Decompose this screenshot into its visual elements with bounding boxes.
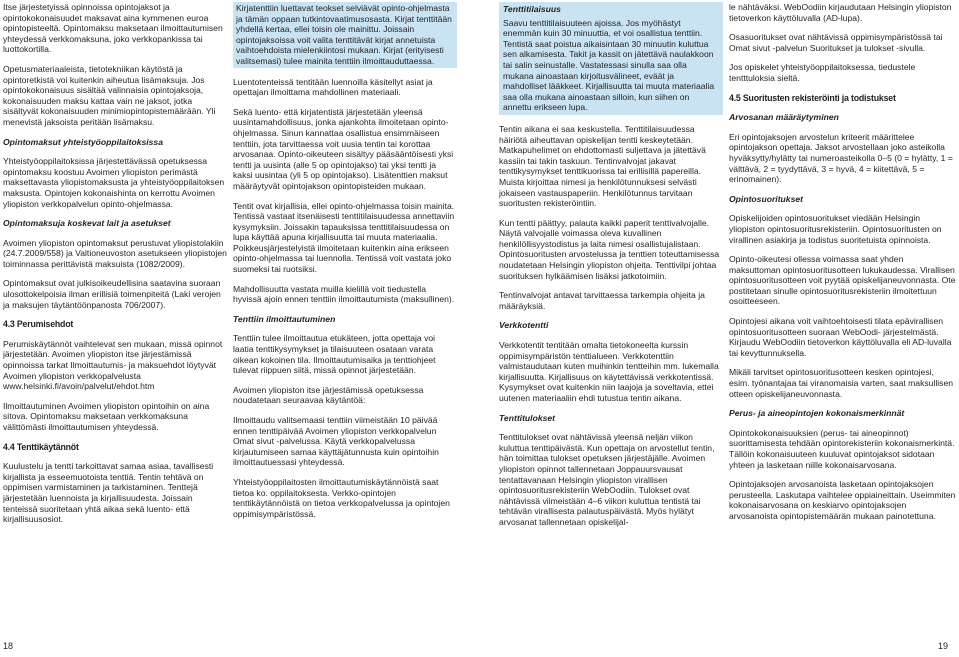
paragraph: Saavu tenttitilaisuuteen ajoissa. Jos myöhästyt enemmän kuin 30 minuuttia, et voi osallistua tenttiin. Tentistä saat poistua aikaisintaan 30 minuutin kuluttua sen alkamisesta. Takit ja kassit on jätettävä naulakkoon tai salin seinustalle. Vastatessasi sinulla saa olla mukana ainoastaan kirjoitusvälineet, eväät ja mahdolliset lääkkeet. Kirjallisuutta tai muuta materiaalia saa olla mukana ainoastaan silloin, kun siihen on annettu erikseen lupa.	[503, 17, 715, 113]
paragraph: Opintomaksut ovat julkisoikeudellisina saatavina suoraan ulosottokelpoisia ilman erillisiä toimenpiteitä (Laki verojen ja maksujen täytäntöönpanosta 706/2007).	[3, 278, 221, 310]
paragraph: Yhteistyöoppilaitoksissa järjestettävässä opetuksessa opintomaksu koostuu Avoimen yliopiston perimästä maksettavasta yliopistomaksusta ja yhteistyöoppilaitoksen maksusta. Opintojen kokonaishinta on kerrottu Avoimen yliopiston verkkopalvelun opinto-ohjelmassa.	[3, 156, 225, 209]
paragraph: Tentinvalvojat antavat tarvittaessa tarkempia ohjeita ja määräyksiä.	[499, 290, 705, 311]
paragraph: Eri opintojaksojen arvostelun kriteerit määrittelee opintojakson opettaja. Jaksot arvostellaan joko asteikolla hyväksytty/hylätty tai numeroasteikolla 0–5 (0 = hylätty, 1 = välttävä, 2 = tyydyttävä, 3 = hyvä, 4 = kiitettävä, 5 = erinomainen).	[729, 131, 953, 185]
paragraph: Perumiskäytännöt vaihtelevat sen mukaan, missä opinnot järjestetään. Avoimen yliopiston itse järjestämissä opinnoissa tarkat Ilmoittautumis- ja maksuehdot löytyvät Avoimen yliopiston verkkopalvelusta www.helsinki.fi/avoin/palvelut/ehdot.htm	[3, 338, 223, 392]
column-4	[729, 2, 956, 531]
subheading: Verkkotentti	[499, 320, 549, 331]
highlight-box: Kirjatenttiin luettavat teokset selviävät opinto-ohjelmasta ja tämän oppaan tutkintovaatimusosasta. Kirjat tenttitään yhdellä kertaa, ellei toisin ole mainittu. Joissain opintojaksoissa voit valita tenttitävät kirjat annetuista vaihtoehdoista mielenkiintosi mukaan. Kirjat (erityisesti valitsemasi) tulee mainita tenttiin ilmoittauduttaessa.	[233, 2, 457, 68]
subheading: Tenttitulokset	[499, 412, 556, 423]
column-2	[233, 2, 457, 528]
paragraph: Opintojaksojen arvosanoista lasketaan opintojaksojen perusteella. Laskutapa vaihtelee oppiaineittain. Useimmiten kokonaisarvosana on keskiarvo opintojaksojen arvosanoista opintopistemäärän mukaan painotettuna.	[729, 479, 956, 521]
paragraph: Tenttiin tulee ilmoittautua etukäteen, jotta opettaja voi laatia tenttikysymykset ja tilaisuuteen osataan varata oikean kokoinen tila. Ilmoittautumisaika ja tenttiohjeet tulevat riippuen siitä, missä opinnot järjestetään.	[233, 333, 436, 376]
paragraph: Verkkotentit tentitään omalta tietokoneelta kurssin oppimisympäristön tenttialueen. Verkkotenttiin valmistaudutaan kuten muihinkin tentteihin mm. lukemalla kirjallisuutta. Kirjallisuus on käytettävissä verkkotentissä. Kysymykset ovat kuitenkin niin laajoja ja soveltavia, ettei uutenen materiaaliin ehdi tutustua tentin aikana.	[499, 340, 719, 403]
page-number-left: 18	[3, 641, 14, 651]
paragraph: Sekä luento- että kirjatentistä järjestetään yleensä uusintamahdollisuus, jonka ajankohta ilmoitetaan opinto-ohjelmassa. Sinun kannattaa osallistua ensimmäiseen tenttiin, jota tarvittaessa voit uusia tentin tai korottaa arvosanaa. Opinto-oikeuteen sisältyy pääsääntöisesti yksi tentti ja uusinta (alle 5 op opintojakso) tai yksi tentti ja kaksi uusintaa (yli 5 op opintojakso). Lisätenttien maksut määräytyvät opintojakson opintopisteiden mukaan.	[233, 106, 454, 191]
subheading: Opintosuoritukset	[729, 193, 804, 204]
subheading: Perus- ja aineopintojen kokonaismerkinnät	[729, 408, 905, 419]
paragraph: le nähtäväksi. WebOodiin kirjaudutaan Helsingin yliopiston tietoverkon käyttöluvalla (AD-lupa).	[729, 2, 952, 23]
paragraph: Itse järjestetyissä opinnoissa opintojaksot ja opintokokonaisuudet maksavat aina kymmenen euroa opintopisteeltä. Opintomaksu maksetaan ilmoittautumisen yhteydessä verkkomaksuna, joko verkkopankissa tai luottokortilla.	[3, 2, 223, 55]
paragraph: Luentotenteissä tentitään luennoilla käsitellyt asiat ja opettajan ilmoittama mahdollinen materiaali.	[233, 76, 433, 98]
column-1	[3, 2, 227, 534]
section-heading: 4.5 Suoritusten rekisteröinti ja todistukset	[729, 92, 896, 103]
paragraph: Ilmoittautuminen Avoimen yliopiston opintoihin on aina sitova. Opintomaksu maksetaan verkkomaksuna välittömästi ilmoittautumisen yhteydessä.	[3, 400, 210, 432]
paragraph: Tenttitulokset ovat nähtävissä yleensä neljän viikon kuluttua tenttipäivästä. Kun opettaja on arvostellut tentin, hän toimittaa tulokset opetuksen järjestäjälle. Avoimen yliopiston opinnot tallennetaan Joppauursvausat tentattavanaan Helsingin yliopiston virallisen opintosuoritusrekisteriin WebOodiin. Tulokset ovat nähtävissä viimeistään 4–6 viikon kuluttua tentistä tai tehtävän virallisesta palautuspäivästä. Myös hylätyt arvosanat tallennetaan opiskelijal-	[499, 432, 715, 527]
page-number-right: 19	[938, 641, 949, 651]
paragraph: Avoimen yliopiston opintomaksut perustuvat yliopistolakiin (24.7.2009/558) ja Valtioneuvoston asetukseen yliopistojen toiminnassa perittävistä maksuista (1082/2009).	[3, 237, 227, 269]
subheading: Arvosanan määräytyminen	[729, 112, 839, 123]
paragraph: Mahdollisuutta vastata muilla kielillä voit tiedustella hyvissä ajoin ennen tenttiin ilmoittautumista (maksullinen).	[233, 283, 455, 305]
paragraph: Ilmoittaudu valitsemaasi tenttiin viimeistään 10 päivää ennen tenttipäivää Avoimen yliopiston verkkopalvelun Omat sivut -palvelussa. Käytä verkkopalvelussa kirjautumiseen samaa käyttäjätunnusta kuin opintoihin ilmoittautuessasi yhteydessä.	[233, 415, 439, 468]
paragraph: Mikäli tarvitset opintosuoritusotteen kesken opintojesi, esim. työnantajaa tai viranomaisia varten, saat maksullisen otteen opiskelijaneuvonnasta.	[729, 367, 954, 399]
section-heading: 4.3 Perumisehdot	[3, 319, 74, 330]
paragraph: Jos opiskelet yhteistyöoppilaitoksessa, tiedustele tentttuloksia sieltä.	[729, 62, 916, 83]
paragraph: Opetusmateriaaleista, tietotekniikan käytöstä ja opintoretkistä voi kuitenkin aiheutua lisämaksuja. Jos opintokokonaisuus sisältää valinnaisia opintojaksoja, kokonaisuuden maksu kattaa vain ne jaksot, jotka sisältyvät kokonaisuuden minimiopintopistemäärään. Yli menevistä jaksoista peritään lisämaksu.	[3, 63, 216, 127]
subheading: Opintomaksuja koskevat lait ja asetukset	[3, 218, 171, 229]
section-heading: 4.4 Tenttikäytännöt	[3, 441, 79, 452]
highlight-box	[499, 2, 723, 115]
paragraph: Tentin aikana ei saa keskustella. Tenttitilaisuudessa häiriötä aiheuttavan opiskelijan tentti keskeytetään. Matkapuhelimet on ehdottomasti suljettava ja jätettävä kassiin tai takin taskuun. Tentinvalvojat jakavat tenttikysymykset tenttikuorissa tai erillisillä papereilla. Muista kirjoittaa nimesi ja henkilötunnuksesi selvästi jokaiseen vastauspaperiin. Henkilötunnus tarvitaan suoritusten rekisteröintiin.	[499, 123, 706, 209]
paragraph: Opinto-oikeutesi ollessa voimassa saat yhden maksuttoman opintosuoritusotteen lukukaudessa. Virallisen opintosuoritusotteen voit pyytää opiskelijaneuvonnasta. Ote postitetaan sinulle opintosuoritusrekisteriin ilmoitettuun osoitteeseen.	[729, 254, 956, 307]
paragraph: Kun tentti päättyy, palauta kaikki paperit tenttivalvojalle. Näytä valvojalle voimassa oleva kuvallinen henkilöllisyystodistus ja laita nimesi osallistujalistaan. Opintosuoritusten arvostelussa ja tenttien toteuttamisessa noudatetaan Helsingin yliopiston ohjeita. Tenttivilpi johtaa suorituksen hylkäämisen lisäksi jatkotoimiin.	[499, 217, 720, 281]
paragraph: Tentit ovat kirjallisia, ellei opinto-ohjelmassa toisin mainita. Tentissä vastaat itsenäisesti tenttitilaisuudessa annettaviin kysymyksiin. Joissakin tapauksissa tenttitilaisuudessa on lupa käyttää apuna kirjallisuutta tai muuta materiaalia. Poikkeusjärjestelyistä ilmoitetaan kuitenkin aina erikseen opinto-ohjelmassa tai luennolla. Tentissä voit vastata joko suomeksi tai ruotsiksi.	[233, 200, 455, 275]
paragraph: Opintojesi aikana voit vaihtoehtoisesti tilata epävirallisen opintosuoritusotteen suoraan WebOodi- järjestelmästä. Kirjaudu WebOodiin tietoverkon käyttöluvalla eli AD-luvalla tai kevyttunnuksella.	[729, 316, 952, 358]
paragraph: Yhteistyöoppilaitosten ilmoittautumiskäytännöistä saat tietoa ko. oppilaitoksesta. Verkko-opintojen tenttikäytännöistä on tietoa verkkopalvelussa ja opintojen oppimisympäristössä.	[233, 476, 450, 519]
paragraph: Avoimen yliopiston itse järjestämissä opetuksessa noudatetaan seuraavaa käytäntöä:	[233, 384, 424, 406]
paragraph: Opiskelijoiden opintosuoritukset viedään Helsingin yliopiston opintosuoritusrekisteriin. Opintosuoritusten on virallinen asiakirja ja todistus suoritetuista opinnoista.	[729, 213, 942, 245]
paragraph: Opintokokonaisuuksien (perus- tai aineopinnot) suorittamisesta tehdään opintorekisteriin kokonaismerkintä. Tällöin kokonaisuuteen kuuluvat opintojaksot sidotaan yhteen ja lasketaan niille kokonaisarvosana.	[729, 427, 955, 470]
subheading: Opintomaksut yhteistyöoppilaitoksissa	[3, 136, 163, 147]
paragraph: Kuulustelu ja tentti tarkoittavat samaa asiaa, tavallisesti kirjallista ja esseemuotoista tenttiä. Tentin tehtävä on oppimisen varmistaminen ja tarkistaminen. Tenttejä järjestetään luennoista ja kirjallisuudesta. Joissain tenteissä suoritetaan yhtä aikaa sekä luento- että kirjallisuusosiot.	[3, 461, 214, 525]
subheading: Tenttiin ilmoittautuminen	[233, 313, 336, 324]
subheading: Tenttitilaisuus	[503, 4, 561, 14]
column-3	[499, 2, 723, 537]
paragraph: Osasuoritukset ovat nähtävissä oppimisympäristössä tai Omat sivut -palvelun Suoritukset ja tulokset -sivulla.	[729, 32, 943, 53]
